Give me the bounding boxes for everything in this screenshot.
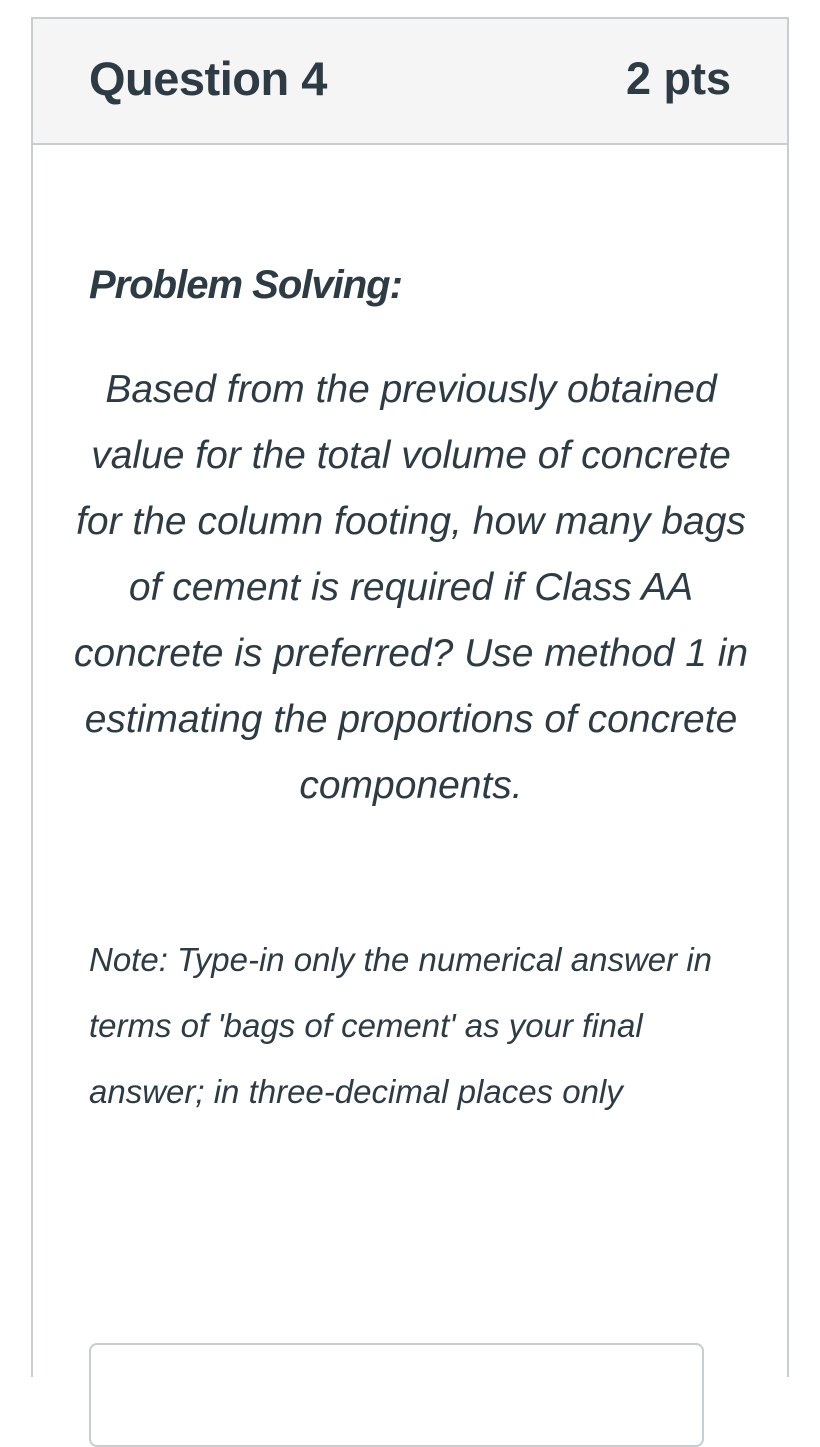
question-points: 2 pts [625,53,731,104]
question-header [33,19,787,145]
note-text: Note: Type-in only the numerical answer in terms of 'bags of cement' as your final answer; in three-decimal places only [89,941,713,1110]
problem-text: Based from the previously obtained value for the total volume of concrete for the column footing, how many bags of cement is required if Class AA concrete is preferred? Use method 1 in estimating the proportions of concrete components. [73,368,749,807]
question-card [31,17,789,1377]
problem-heading: Problem Solving: [89,263,402,307]
question-title: Question 4 [89,52,327,105]
answer-input[interactable] [89,1343,704,1447]
